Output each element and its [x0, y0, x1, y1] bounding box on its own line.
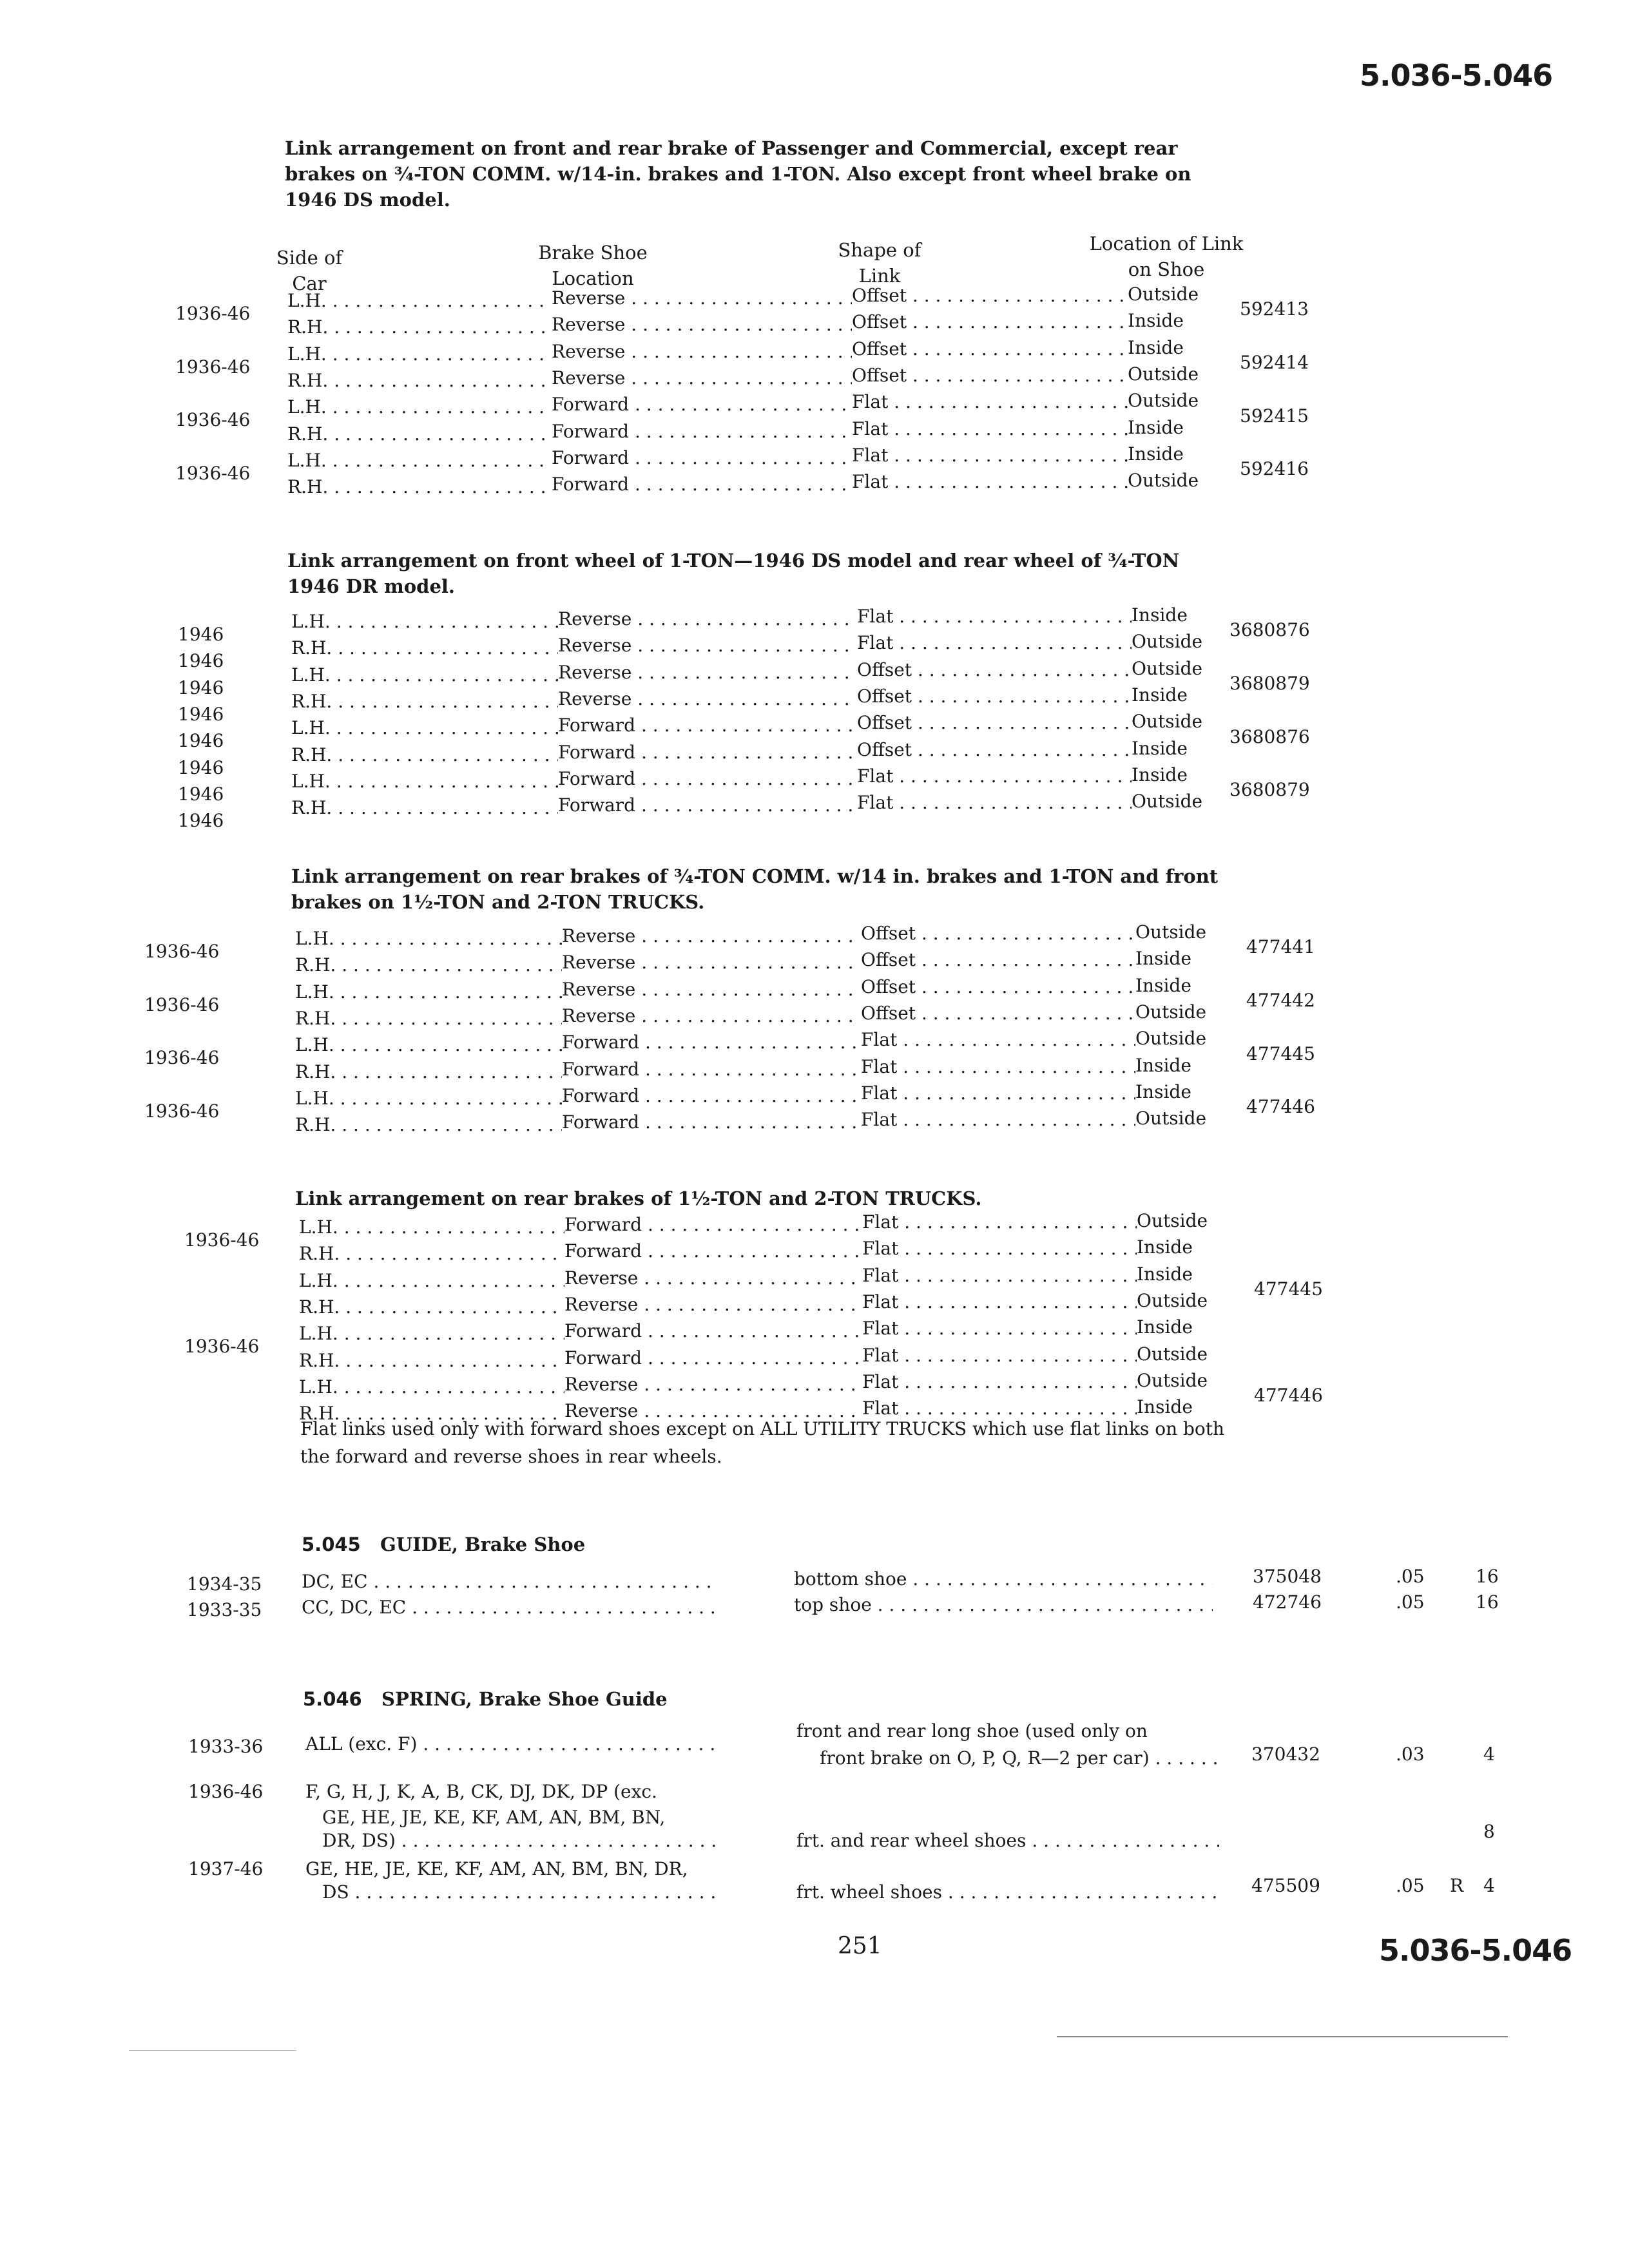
row-shoe-location: Reverse . . . — [552, 311, 852, 338]
row-link-shape: Flat . . . — [862, 1395, 1137, 1421]
row-link-location: Inside — [1132, 737, 1188, 759]
row-link-location: Inside — [1128, 443, 1184, 465]
section2-intro: Link arrangement on front wheel of 1-TON—1946 DS model and rear wheel of ¾-TON 1946 DR model. — [287, 550, 1180, 597]
row-shoe-location: Forward . . . — [552, 391, 852, 418]
row-part-number: 3680876 — [1229, 726, 1310, 747]
row-shoe-location: Forward . . . — [558, 712, 857, 738]
row-year: 1946 — [178, 756, 224, 778]
row-link-location: Outside — [1132, 631, 1203, 653]
row-year: 1936-46 — [144, 1047, 220, 1069]
row-side: R.H. . . . — [299, 1294, 564, 1320]
s5046-year-3: 1937-46 — [188, 1858, 264, 1879]
row-side: L.H. . . . — [291, 608, 558, 635]
row-shoe-location: Reverse . . . — [562, 923, 861, 949]
row-year: 1946 — [178, 783, 224, 805]
row-shoe-location: Forward . . . — [564, 1345, 862, 1371]
row-side: R.H. . . . — [299, 1347, 564, 1374]
section-5046-name: SPRING, Brake Shoe Guide — [381, 1688, 668, 1710]
row-link-shape: Flat . . . — [852, 468, 1128, 495]
s5046-year-2: 1936-46 — [188, 1781, 264, 1802]
row-link-location: Outside — [1132, 657, 1203, 679]
row-year: 1946 — [178, 624, 224, 645]
row-side: R.H. . . . — [291, 635, 558, 661]
row-link-shape: Offset . . . — [852, 282, 1128, 309]
row-part-number: 3680876 — [1229, 619, 1310, 641]
row-side: R.H. . . . — [287, 421, 552, 447]
row-year: 1946 — [178, 677, 224, 698]
row-part-number: 592413 — [1240, 298, 1309, 320]
row-link-shape: Offset . . . — [857, 709, 1132, 736]
row-year: 1936-46 — [175, 356, 251, 378]
s5045-price-1: .05 — [1396, 1566, 1425, 1587]
row-side: L.H. . . . — [299, 1320, 564, 1347]
s5046-models-3b: DS . . . — [322, 1881, 718, 1903]
row-year: 1936-46 — [175, 462, 251, 484]
row-shoe-location: Forward . . . — [562, 1109, 861, 1135]
section-5046-number: 5.046 — [303, 1688, 362, 1710]
row-shoe-location: Reverse . . . — [564, 1398, 862, 1424]
s5045-year-1: 1934-35 — [187, 1573, 262, 1595]
row-side: L.H. . . . — [295, 979, 562, 1005]
row-year: 1946 — [178, 703, 224, 725]
s5046-desc-1a: front and rear long shoe (used only on — [796, 1720, 1148, 1742]
col-header-side: Side of Car — [276, 247, 343, 294]
row-link-shape: Flat . . . — [861, 1026, 1135, 1053]
row-link-shape: Offset . . . — [852, 336, 1128, 362]
row-link-shape: Flat . . . — [852, 389, 1128, 415]
s5046-part-1: 370432 — [1251, 1744, 1320, 1765]
row-link-location: Inside — [1137, 1316, 1193, 1338]
s5046-qty-2: 8 — [1483, 1821, 1495, 1842]
section4-note: Flat links used only with forward shoes except on ALL UTILITY TRUCKS which use flat links on both the forward and reverse shoes in rear wheels. — [300, 1418, 1225, 1467]
s5046-desc-3: frt. wheel shoes . . . — [796, 1881, 1219, 1903]
row-link-location: Inside — [1135, 948, 1191, 970]
section3-intro: Link arrangement on rear brakes of ¾-TON COMM. w/14 in. brakes and 1-TON and front brakes on 1½-TON and 2-TON TRUCKS. — [291, 865, 1219, 913]
row-part-number: 592416 — [1240, 458, 1309, 480]
row-shoe-location: Reverse . . . — [558, 606, 857, 632]
row-side: L.H. . . . — [295, 925, 562, 952]
row-link-location: Outside — [1128, 390, 1199, 412]
row-link-shape: Flat . . . — [862, 1262, 1137, 1289]
row-link-location: Outside — [1135, 1108, 1207, 1129]
s5045-models-1: DC, EC . . . — [302, 1571, 714, 1592]
row-link-location: Inside — [1132, 604, 1188, 626]
row-side: R.H. . . . — [299, 1240, 564, 1267]
row-link-shape: Flat . . . — [857, 789, 1132, 816]
s5046-part-3: 475509 — [1251, 1875, 1320, 1896]
row-year: 1936-46 — [184, 1336, 260, 1358]
row-side: R.H. . . . — [291, 742, 558, 768]
row-shoe-location: Reverse . . . — [558, 659, 857, 686]
row-link-location: Inside — [1135, 1081, 1191, 1102]
row-link-location: Outside — [1137, 1369, 1208, 1391]
row-shoe-location: Reverse . . . — [562, 1003, 861, 1029]
row-side: L.H. . . . — [287, 287, 552, 314]
section-5045-number: 5.045 — [302, 1533, 361, 1555]
row-link-shape: Offset . . . — [861, 947, 1135, 973]
row-link-shape: Flat . . . — [857, 629, 1132, 656]
s5045-part-2: 472746 — [1253, 1591, 1322, 1613]
row-shoe-location: Reverse . . . — [564, 1371, 862, 1398]
row-shoe-location: Reverse . . . — [558, 632, 857, 658]
s5045-desc-2: top shoe . . . — [794, 1594, 1213, 1615]
row-part-number: 3680879 — [1229, 779, 1310, 801]
row-link-location: Outside — [1132, 711, 1203, 733]
row-side: L.H. . . . — [299, 1214, 564, 1240]
section1-intro: Link arrangement on front and rear brake of Passenger and Commercial, except rear brakes on ¾-TON COMM. w/14-in. brakes and 1-TON. Also except front wheel brake on 1946 DS model. — [285, 137, 1191, 211]
row-link-location: Outside — [1128, 470, 1199, 492]
row-year: 1946 — [178, 650, 224, 672]
row-link-location: Outside — [1128, 363, 1199, 385]
row-side: R.H. . . . — [291, 688, 558, 715]
row-link-shape: Offset . . . — [861, 920, 1135, 947]
row-shoe-location: Reverse . . . — [564, 1291, 862, 1318]
row-part-number: 592415 — [1240, 405, 1309, 427]
row-side: L.H. . . . — [291, 662, 558, 688]
row-side: L.H. . . . — [291, 715, 558, 741]
page-range-top: 5.036-5.046 — [1360, 58, 1553, 93]
row-side: L.H. . . . — [295, 1032, 562, 1058]
s5045-year-2: 1933-35 — [187, 1599, 262, 1620]
s5046-models-1: ALL (exc. F) . . . — [305, 1733, 718, 1754]
row-link-shape: Flat . . . — [862, 1209, 1137, 1235]
row-part-number: 592414 — [1240, 351, 1309, 373]
row-part-number: 477442 — [1246, 989, 1315, 1011]
s5045-qty-1: 16 — [1476, 1566, 1499, 1587]
row-shoe-location: Forward . . . — [558, 739, 857, 765]
row-link-shape: Flat . . . — [852, 442, 1128, 468]
row-year: 1936-46 — [175, 409, 251, 431]
row-side: R.H. . . . — [287, 367, 552, 394]
row-link-location: Inside — [1128, 310, 1184, 332]
s5046-qty-3: 4 — [1483, 1875, 1495, 1896]
row-side: R.H. . . . — [295, 1059, 562, 1085]
row-link-location: Outside — [1128, 284, 1199, 305]
section4-intro: Link arrangement on rear brakes of 1½-TON and 2-TON TRUCKS. — [295, 1187, 982, 1209]
row-side: L.H. . . . — [295, 1085, 562, 1111]
row-shoe-location: Forward . . . — [552, 471, 852, 497]
row-shoe-location: Reverse . . . — [552, 338, 852, 365]
row-link-location: Inside — [1137, 1263, 1193, 1285]
row-shoe-location: Reverse . . . — [564, 1265, 862, 1291]
row-side: R.H. . . . — [287, 314, 552, 340]
section-5045-title — [302, 1533, 585, 1555]
row-link-shape: Flat . . . — [861, 1080, 1135, 1106]
s5045-desc-1: bottom shoe . . . — [794, 1568, 1213, 1590]
col-header-shoe: Brake Shoe Location — [538, 242, 648, 289]
row-shoe-location: Forward . . . — [562, 1029, 861, 1055]
row-link-shape: Flat . . . — [857, 603, 1132, 629]
row-part-number: 3680879 — [1229, 672, 1310, 694]
row-shoe-location: Forward . . . — [552, 418, 852, 445]
row-year: 1946 — [178, 810, 224, 832]
row-side: L.H. . . . — [287, 394, 552, 420]
row-link-shape: Flat . . . — [862, 1369, 1137, 1395]
row-link-location: Outside — [1132, 791, 1203, 812]
row-shoe-location: Forward . . . — [562, 1056, 861, 1082]
s5046-qty-1: 4 — [1483, 1744, 1495, 1765]
row-shoe-location: Forward . . . — [558, 792, 857, 818]
page-number: 251 — [838, 1933, 882, 1959]
row-link-location: Inside — [1132, 684, 1188, 706]
row-shoe-location: Reverse . . . — [562, 949, 861, 975]
footer-rule-left — [129, 2050, 296, 2051]
row-year: 1936-46 — [144, 1100, 220, 1122]
row-shoe-location: Forward . . . — [564, 1318, 862, 1344]
row-shoe-location: Forward . . . — [562, 1082, 861, 1109]
row-link-location: Inside — [1132, 764, 1188, 785]
row-link-location: Outside — [1135, 1001, 1207, 1023]
row-part-number: 477445 — [1246, 1043, 1315, 1064]
row-link-location: Outside — [1137, 1289, 1208, 1311]
row-link-shape: Flat . . . — [862, 1315, 1137, 1341]
row-link-shape: Offset . . . — [852, 309, 1128, 335]
row-link-shape: Flat . . . — [862, 1342, 1137, 1369]
row-side: L.H. . . . — [291, 768, 558, 794]
row-side: R.H. . . . — [291, 794, 558, 821]
row-link-location: Outside — [1137, 1210, 1208, 1231]
col-header-location: Location of Link on Shoe — [1089, 233, 1244, 280]
row-shoe-location: Reverse . . . — [558, 686, 857, 712]
row-side: L.H. . . . — [299, 1267, 564, 1294]
row-link-location: Inside — [1128, 336, 1184, 358]
page-range-bottom: 5.036-5.046 — [1379, 1933, 1572, 1968]
s5045-models-2: CC, DC, EC . . . — [302, 1597, 714, 1618]
row-link-location: Inside — [1137, 1396, 1193, 1418]
s5046-models-2c: DR, DS) . . . — [322, 1830, 718, 1851]
s5046-year-1: 1933-36 — [188, 1736, 264, 1757]
row-link-shape: Flat . . . — [862, 1235, 1137, 1262]
row-link-shape: Flat . . . — [861, 1053, 1135, 1080]
row-link-shape: Offset . . . — [861, 974, 1135, 1000]
row-part-number: 477445 — [1254, 1278, 1323, 1300]
s5046-desc-1b: front brake on O, P, Q, R—2 per car) . . . — [820, 1747, 1219, 1769]
row-year: 1936-46 — [184, 1229, 260, 1251]
row-link-shape: Flat . . . — [857, 763, 1132, 789]
row-shoe-location: Forward . . . — [552, 445, 852, 471]
section-5045-name: GUIDE, Brake Shoe — [380, 1533, 586, 1555]
s5046-price-3: .05 — [1396, 1875, 1425, 1896]
row-link-location: Inside — [1128, 416, 1184, 438]
row-side: R.H. . . . — [295, 1111, 562, 1138]
row-side: R.H. . . . — [299, 1400, 564, 1427]
row-link-location: Outside — [1137, 1343, 1208, 1365]
row-link-shape: Flat . . . — [861, 1106, 1135, 1133]
row-shoe-location: Reverse . . . — [552, 285, 852, 311]
row-part-number: 477446 — [1254, 1385, 1323, 1407]
row-link-shape: Offset . . . — [857, 657, 1132, 683]
s5046-desc-2: frt. and rear wheel shoes . . . — [796, 1830, 1219, 1851]
row-link-shape: Offset . . . — [857, 683, 1132, 709]
row-year: 1936-46 — [144, 994, 220, 1015]
row-year: 1936-46 — [175, 303, 251, 324]
row-shoe-location: Reverse . . . — [562, 976, 861, 1003]
row-link-shape: Offset . . . — [861, 1000, 1135, 1026]
row-side: R.H. . . . — [295, 1005, 562, 1032]
row-link-location: Outside — [1135, 1028, 1207, 1050]
row-side: R.H. . . . — [287, 474, 552, 500]
row-shoe-location: Reverse . . . — [552, 365, 852, 391]
row-link-location: Inside — [1135, 1054, 1191, 1076]
s5046-flag-3: R — [1450, 1875, 1464, 1896]
s5045-qty-2: 16 — [1476, 1591, 1499, 1613]
s5046-models-3a: GE, HE, JE, KE, KF, AM, AN, BM, BN, DR, — [305, 1858, 688, 1879]
row-side: L.H. . . . — [287, 447, 552, 474]
row-shoe-location: Forward . . . — [564, 1211, 862, 1238]
s5045-part-1: 375048 — [1253, 1566, 1322, 1587]
row-side: R.H. . . . — [295, 952, 562, 978]
s5046-price-1: .03 — [1396, 1744, 1425, 1765]
row-shoe-location: Forward . . . — [564, 1238, 862, 1264]
row-side: L.H. . . . — [287, 341, 552, 367]
row-year: 1936-46 — [144, 941, 220, 962]
row-link-location: Outside — [1135, 921, 1207, 943]
s5046-models-2a: F, G, H, J, K, A, B, CK, DJ, DK, DP (exc. — [305, 1781, 657, 1802]
footer-rule — [1057, 2036, 1508, 2037]
row-part-number: 477441 — [1246, 936, 1315, 958]
s5045-price-2: .05 — [1396, 1591, 1425, 1613]
row-link-shape: Flat . . . — [852, 416, 1128, 442]
row-link-location: Inside — [1137, 1236, 1193, 1258]
row-link-shape: Flat . . . — [862, 1289, 1137, 1315]
row-side: L.H. . . . — [299, 1374, 564, 1400]
row-shoe-location: Forward . . . — [558, 765, 857, 792]
section-5046-title — [303, 1688, 668, 1710]
col-header-shape: Shape of Link — [838, 239, 921, 287]
row-link-shape: Offset . . . — [852, 362, 1128, 389]
s5046-models-2b: GE, HE, JE, KE, KF, AM, AN, BM, BN, — [322, 1807, 666, 1828]
row-link-location: Inside — [1135, 974, 1191, 996]
row-part-number: 477446 — [1246, 1096, 1315, 1118]
row-year: 1946 — [178, 730, 224, 752]
row-link-shape: Offset . . . — [857, 736, 1132, 763]
